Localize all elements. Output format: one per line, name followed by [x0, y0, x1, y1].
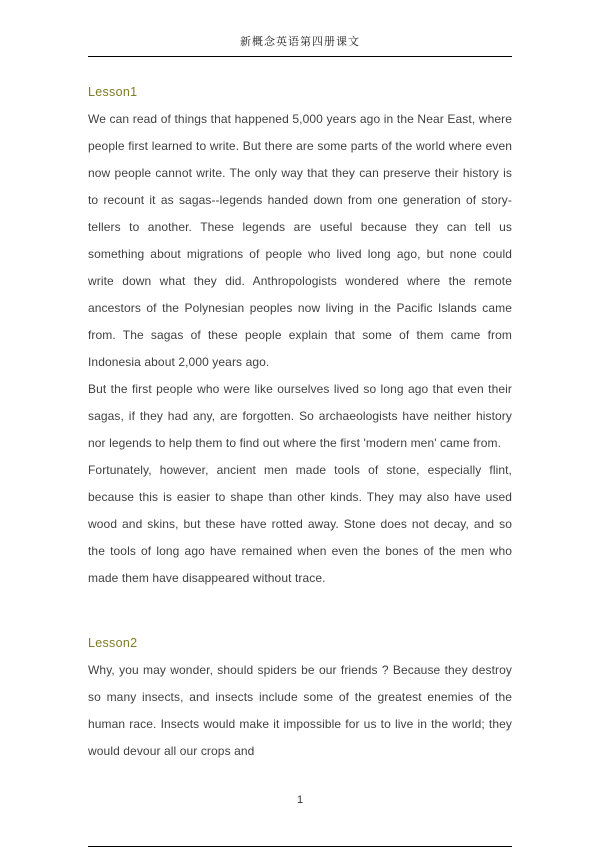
lesson1-section	[88, 85, 512, 592]
footer-rule	[88, 846, 512, 847]
lesson2-section	[88, 636, 512, 765]
page-header-title: 新概念英语第四册课文	[240, 35, 360, 48]
document-content	[88, 85, 512, 765]
lesson1-paragraph-1: We can read of things that happened 5,000 years ago in the Near East, where people first learned to write. But there are some parts of the world where even now people cannot write. The only way that they can preserve their history is to recount it as sagas--legends handed down from one generation of story-tellers to another. These legends are useful because they can tell us something about migrations of people who lived long ago, but none could write down what they did. Anthropologists wondered where the remote ancestors of the Polynesian peoples now living in the Pacific Islands came from. The sagas of these people explain that some of them came from Indonesia about 2,000 years ago.	[88, 112, 512, 369]
page-number: 1	[296, 794, 304, 806]
lesson1-paragraph-3: Fortunately, however, ancient men made tools of stone, especially flint, because this is easier to shape than other kinds. They may also have used wood and skins, but these have rotted away. Stone does not decay, and so the tools of long ago have remained when even the bones of the men who made them have disappeared without trace.	[88, 463, 512, 585]
lesson2-paragraph-1: Why, you may wonder, should spiders be our friends ? Because they destroy so many insects, and insects include some of the greatest enemies of the human race. Insects would make it impossible for us to live in the world; they would devour all our crops and	[88, 663, 512, 758]
lesson2-heading: Lesson2	[88, 636, 138, 650]
header-rule	[88, 56, 512, 57]
lesson1-heading: Lesson1	[88, 85, 138, 99]
lesson1-paragraph-2: But the first people who were like ourselves lived so long ago that even their sagas, if they had any, are forgotten. So archaeologists have neither history nor legends to help them to find out where the first 'modern men' came from.	[88, 382, 512, 450]
